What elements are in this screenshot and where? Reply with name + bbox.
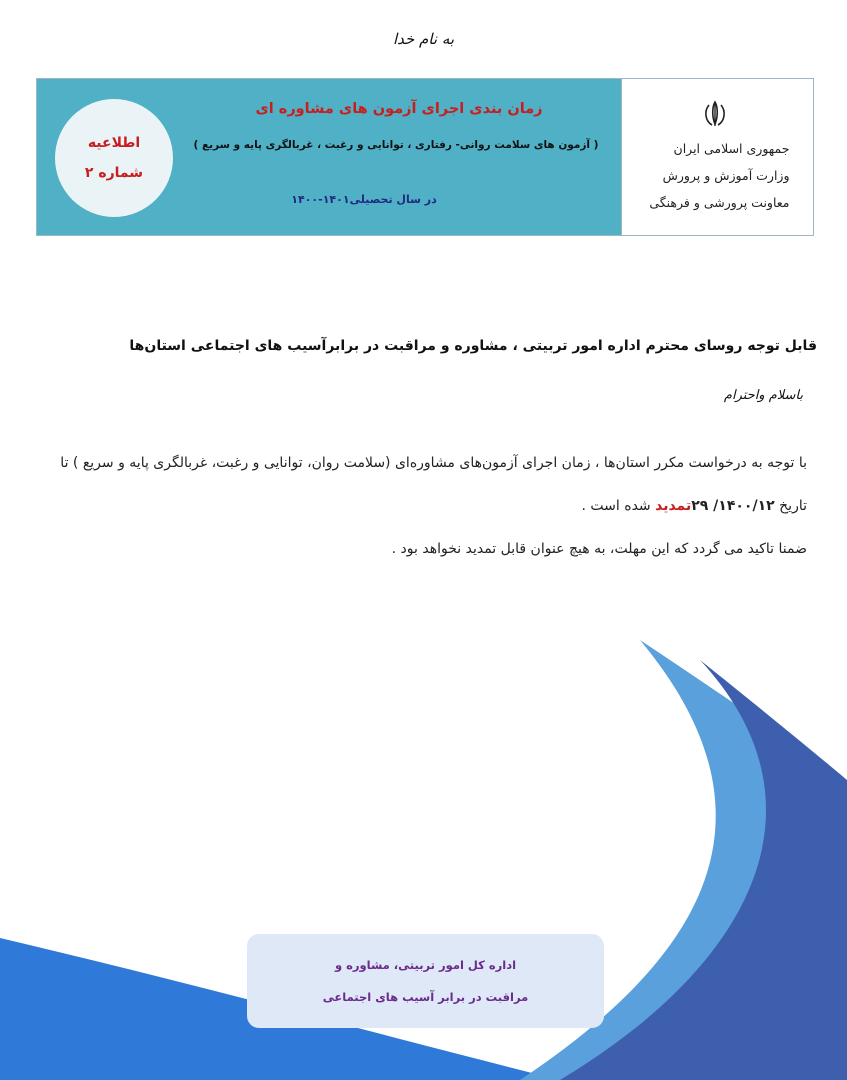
extended-label: تمدید [655, 498, 692, 514]
document-title: زمان بندی اجرای آزمون های مشاوره ای [255, 101, 543, 117]
notice-badge [55, 99, 173, 217]
deadline-date: ۱۴۰۰/۱۲/ ۲۹ [691, 498, 775, 514]
title-panel [37, 79, 621, 235]
letter-header [36, 78, 814, 236]
footer-signature-box [247, 934, 604, 1028]
footer-office-line-1: اداره کل امور تربیتی، مشاوره و [334, 958, 517, 972]
iran-emblem-icon [700, 99, 730, 129]
paragraph-1-ending: شده است . [581, 498, 651, 514]
ministry-country: جمهوری اسلامی ایران [673, 140, 790, 156]
letter-address: قابل توجه روسای محترم اداره امور تربیتی ، مشاوره و مراقبت در برابرآسیب های اجتماعی استان‌ها [129, 338, 817, 354]
letter-greeting: باسلام واحترام [723, 388, 803, 403]
letter-body [35, 442, 807, 571]
basmala-heading: به نام خدا [392, 30, 455, 48]
footer-office-line-2: مراقبت در برابر آسیب های اجتماعی [322, 990, 529, 1004]
body-paragraph-2: ضمنا تاکید می گردد که این مهلت، به هیچ عنوان قابل تمدید نخواهد بود . [391, 541, 807, 557]
document-subtitle: ( آزمون های سلامت روانی- رفتاری ، توانایی و رغبت ، غربالگری پایه و سریع ) [193, 139, 599, 151]
notice-label: اطلاعیه [87, 135, 141, 151]
ministry-deputy: معاونت پرورشی و فرهنگی [649, 194, 790, 210]
notice-number: شماره ۲ [84, 165, 144, 181]
body-paragraph-1 [35, 442, 807, 528]
paragraph-1-text: با توجه به درخواست مکرر استان‌ها ، زمان اجرای آزمون‌های مشاوره‌ای (سلامت روان، توانایی و رغبت، غربالگری پایه و سریع ) تا تاریخ [60, 455, 807, 514]
ministry-name: وزارت آموزش و پرورش [662, 167, 790, 183]
ministry-block [621, 79, 813, 235]
academic-year: در سال تحصیلی۱۴۰۱-۱۴۰۰ [291, 193, 437, 206]
